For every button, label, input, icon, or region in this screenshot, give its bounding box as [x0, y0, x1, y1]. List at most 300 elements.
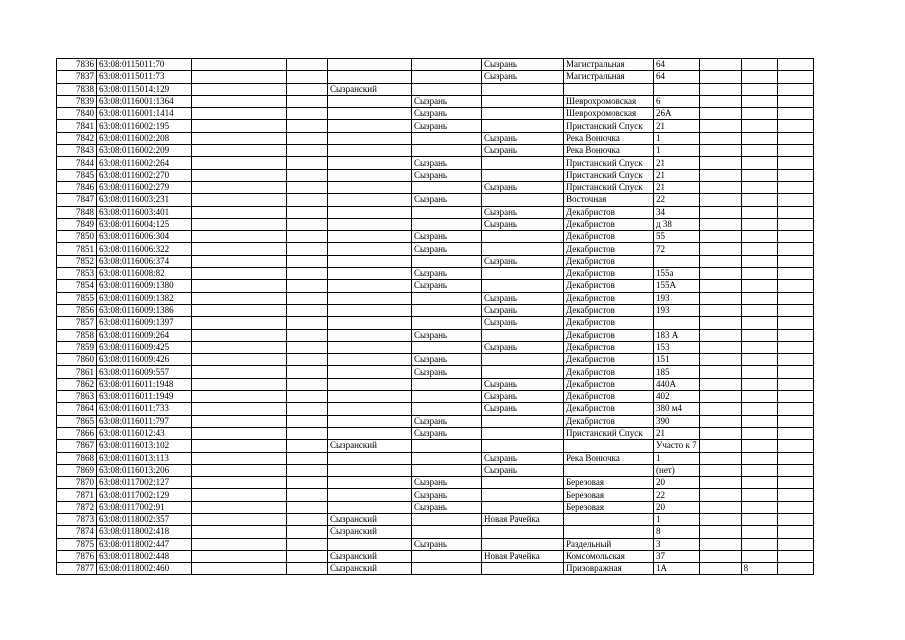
table-cell: 7843 [57, 145, 97, 157]
table-cell: 63:08:0116009:264 [97, 329, 192, 341]
table-cell [412, 526, 482, 538]
table-cell: 193 [654, 304, 700, 316]
table-cell: 7840 [57, 108, 97, 120]
table-cell: 63:08:0116012:43 [97, 427, 192, 439]
table-cell [741, 538, 777, 550]
table-cell: 21 [654, 181, 700, 193]
table-cell [412, 452, 482, 464]
table-cell [287, 120, 328, 132]
table-row [57, 169, 814, 181]
table-cell [741, 292, 777, 304]
table-cell [741, 354, 777, 366]
table-row [57, 317, 814, 329]
table-cell: Сызрань [482, 304, 564, 316]
table-cell: 7841 [57, 120, 97, 132]
table-cell: 7837 [57, 71, 97, 83]
table-cell [777, 181, 813, 193]
table-cell [287, 563, 328, 575]
table-row [57, 108, 814, 120]
table-cell [777, 440, 813, 452]
table-cell: Сызрань [412, 194, 482, 206]
table-cell [192, 317, 287, 329]
table-cell: Сызрань [412, 427, 482, 439]
table-cell [192, 526, 287, 538]
table-cell [482, 538, 564, 550]
table-cell: 1 [654, 452, 700, 464]
table-cell [741, 71, 777, 83]
table-cell: Декабристов [564, 354, 654, 366]
table-cell: Пристанский Спуск [564, 169, 654, 181]
table-cell: 63:08:0116002:195 [97, 120, 192, 132]
table-cell: Сызрань [412, 329, 482, 341]
table-cell [412, 440, 482, 452]
table-cell [741, 378, 777, 390]
table-cell [741, 280, 777, 292]
table-cell [192, 95, 287, 107]
table-cell [412, 304, 482, 316]
table-cell: 63:08:0116009:426 [97, 354, 192, 366]
table-cell [287, 132, 328, 144]
table-cell: Сызрань [412, 169, 482, 181]
table-cell: 63:08:0118002:418 [97, 526, 192, 538]
table-cell: 63:08:0116004:125 [97, 218, 192, 230]
table-cell: Река Вонючка [564, 452, 654, 464]
table-row [57, 206, 814, 218]
table-cell: 63:08:0116009:1382 [97, 292, 192, 304]
table-cell: 7850 [57, 231, 97, 243]
table-cell: 63:08:0118002:447 [97, 538, 192, 550]
table-row [57, 194, 814, 206]
table-cell [412, 341, 482, 353]
table-cell: 7839 [57, 95, 97, 107]
table-cell [412, 292, 482, 304]
table-cell: 380 м4 [654, 403, 700, 415]
table-cell: Декабристов [564, 317, 654, 329]
table-cell [777, 71, 813, 83]
table-cell [482, 95, 564, 107]
table-cell [192, 59, 287, 71]
table-cell [482, 489, 564, 501]
table-cell: 21 [654, 169, 700, 181]
table-cell: Сызрань [482, 218, 564, 230]
table-cell [328, 464, 412, 476]
table-cell [482, 280, 564, 292]
table-cell: 1 [654, 132, 700, 144]
table-cell: Сызрань [412, 268, 482, 280]
table-cell [741, 304, 777, 316]
table-cell: 63:08:0116011:797 [97, 415, 192, 427]
table-cell [777, 206, 813, 218]
table-row [57, 157, 814, 169]
table-cell: Декабристов [564, 218, 654, 230]
table-cell [777, 403, 813, 415]
table-cell [741, 341, 777, 353]
table-cell: 7855 [57, 292, 97, 304]
table-cell [654, 83, 700, 95]
table-row [57, 243, 814, 255]
table-cell [287, 83, 328, 95]
table-cell [699, 231, 741, 243]
table-cell [777, 538, 813, 550]
table-cell [287, 317, 328, 329]
table-cell: 63:08:0117002:127 [97, 477, 192, 489]
table-cell [777, 427, 813, 439]
table-cell [328, 145, 412, 157]
table-cell [287, 415, 328, 427]
table-cell: 7865 [57, 415, 97, 427]
table-cell [412, 71, 482, 83]
table-cell [777, 304, 813, 316]
table-cell [328, 329, 412, 341]
table-cell [328, 243, 412, 255]
table-cell [699, 501, 741, 513]
table-cell: Сызрань [482, 132, 564, 144]
table-cell [777, 95, 813, 107]
table-cell [777, 501, 813, 513]
table-cell: 7866 [57, 427, 97, 439]
table-cell [482, 427, 564, 439]
table-cell: 7867 [57, 440, 97, 452]
table-cell [699, 71, 741, 83]
table-cell: 7860 [57, 354, 97, 366]
table-row [57, 550, 814, 562]
table-cell: Декабристов [564, 292, 654, 304]
table-cell: Березовая [564, 501, 654, 513]
table-cell: Декабристов [564, 231, 654, 243]
table-cell: 7858 [57, 329, 97, 341]
table-cell [564, 83, 654, 95]
table-cell [328, 280, 412, 292]
table-cell [287, 145, 328, 157]
table-cell [192, 366, 287, 378]
table-cell [482, 169, 564, 181]
table-cell [777, 563, 813, 575]
table-cell: 8 [654, 526, 700, 538]
table-cell [287, 513, 328, 525]
table-cell: 185 [654, 366, 700, 378]
table-cell: Сызрань [412, 231, 482, 243]
table-cell: 63:08:0116006:374 [97, 255, 192, 267]
table-cell [699, 218, 741, 230]
table-cell [192, 563, 287, 575]
table-cell [699, 120, 741, 132]
table-cell: 63:08:0116006:304 [97, 231, 192, 243]
table-row [57, 292, 814, 304]
table-cell [192, 83, 287, 95]
table-cell [699, 415, 741, 427]
table-cell: Раздельный [564, 538, 654, 550]
table-cell [699, 59, 741, 71]
table-cell: 193 [654, 292, 700, 304]
table-cell [777, 292, 813, 304]
table-cell: 7859 [57, 341, 97, 353]
table-cell: 63:08:0116013:102 [97, 440, 192, 452]
table-cell [192, 513, 287, 525]
table-cell [192, 280, 287, 292]
table-cell [192, 292, 287, 304]
table-cell [699, 526, 741, 538]
table-cell [287, 427, 328, 439]
table-cell [328, 378, 412, 390]
table-cell [699, 329, 741, 341]
table-cell: Декабристов [564, 341, 654, 353]
table-cell: Пристанский Спуск [564, 181, 654, 193]
table-cell [482, 120, 564, 132]
table-row [57, 280, 814, 292]
table-cell: 63:08:0116009:1397 [97, 317, 192, 329]
table-cell [412, 563, 482, 575]
table-cell [412, 218, 482, 230]
table-cell [287, 501, 328, 513]
table-cell [287, 489, 328, 501]
table-cell [287, 194, 328, 206]
table-row [57, 366, 814, 378]
table-cell [741, 132, 777, 144]
table-cell [412, 206, 482, 218]
data-table [56, 58, 814, 575]
table-cell [328, 538, 412, 550]
table-cell [699, 341, 741, 353]
table-cell: Сызрань [482, 317, 564, 329]
table-cell [482, 477, 564, 489]
table-cell: 20 [654, 501, 700, 513]
table-cell: Пристанский Спуск [564, 427, 654, 439]
table-cell: 63:08:0116002:264 [97, 157, 192, 169]
table-cell [412, 59, 482, 71]
table-cell [777, 452, 813, 464]
table-cell [192, 403, 287, 415]
table-cell [564, 513, 654, 525]
table-row [57, 538, 814, 550]
table-cell: 402 [654, 391, 700, 403]
table-cell: Сызрань [412, 354, 482, 366]
table-cell [287, 329, 328, 341]
table-row [57, 427, 814, 439]
table-cell [482, 354, 564, 366]
table-cell: Декабристов [564, 378, 654, 390]
table-cell: 63:08:0115011:73 [97, 71, 192, 83]
table-cell [287, 526, 328, 538]
table-cell: Магистральная [564, 59, 654, 71]
table-cell: Шеврохромовская [564, 95, 654, 107]
table-cell [192, 304, 287, 316]
table-cell: Пристанский Спуск [564, 157, 654, 169]
table-cell [287, 550, 328, 562]
table-cell [741, 83, 777, 95]
table-cell [482, 563, 564, 575]
table-cell [328, 169, 412, 181]
table-cell [192, 354, 287, 366]
table-cell [287, 71, 328, 83]
table-cell: Декабристов [564, 268, 654, 280]
table-cell [287, 304, 328, 316]
table-cell: Сызрань [482, 145, 564, 157]
table-cell: 7873 [57, 513, 97, 525]
table-cell: Сызрань [412, 538, 482, 550]
table-cell: 440А [654, 378, 700, 390]
table-cell [287, 255, 328, 267]
table-cell [192, 341, 287, 353]
table-cell: Декабристов [564, 206, 654, 218]
table-cell: Участо к 7 [654, 440, 700, 452]
table-cell: 63:08:0116008:82 [97, 268, 192, 280]
table-cell [328, 59, 412, 71]
table-cell [699, 132, 741, 144]
table-cell: Декабристов [564, 243, 654, 255]
table-cell: 7848 [57, 206, 97, 218]
table-cell: 151 [654, 354, 700, 366]
table-cell: 7844 [57, 157, 97, 169]
table-cell [741, 329, 777, 341]
table-cell [412, 403, 482, 415]
table-row [57, 71, 814, 83]
table-cell: Сызрань [482, 378, 564, 390]
table-cell [328, 157, 412, 169]
table-cell [192, 329, 287, 341]
table-cell [287, 181, 328, 193]
table-cell: 7862 [57, 378, 97, 390]
table-cell [287, 157, 328, 169]
table-cell: 155А [654, 280, 700, 292]
table-row [57, 341, 814, 353]
table-cell [699, 243, 741, 255]
table-cell [699, 452, 741, 464]
table-cell [699, 550, 741, 562]
table-cell [699, 268, 741, 280]
table-row [57, 132, 814, 144]
table-cell: 7874 [57, 526, 97, 538]
table-cell [741, 268, 777, 280]
table-cell: 63:08:0115011:70 [97, 59, 192, 71]
table-cell: 63:08:0116002:279 [97, 181, 192, 193]
table-cell [699, 378, 741, 390]
table-cell: 7851 [57, 243, 97, 255]
table-cell [699, 354, 741, 366]
table-cell: 55 [654, 231, 700, 243]
table-cell: Сызрань [482, 255, 564, 267]
table-row [57, 120, 814, 132]
table-cell [328, 501, 412, 513]
table-cell [328, 120, 412, 132]
table-cell [192, 243, 287, 255]
table-cell: 7861 [57, 366, 97, 378]
table-cell: 7868 [57, 452, 97, 464]
table-cell [741, 108, 777, 120]
table-cell [777, 108, 813, 120]
table-cell [741, 477, 777, 489]
table-cell [699, 477, 741, 489]
table-cell [482, 243, 564, 255]
table-row [57, 268, 814, 280]
table-cell: Сызрань [482, 464, 564, 476]
table-cell [741, 145, 777, 157]
table-row [57, 513, 814, 525]
table-cell: 1 [654, 513, 700, 525]
table-cell [777, 378, 813, 390]
table-cell [287, 206, 328, 218]
table-cell: 64 [654, 59, 700, 71]
table-cell [699, 181, 741, 193]
table-cell [482, 415, 564, 427]
table-cell: 63:08:0116009:1386 [97, 304, 192, 316]
table-cell [777, 464, 813, 476]
table-cell [192, 452, 287, 464]
table-cell [777, 526, 813, 538]
table-cell [328, 181, 412, 193]
table-cell: 63:08:0116013:113 [97, 452, 192, 464]
table-row [57, 452, 814, 464]
table-cell: 7864 [57, 403, 97, 415]
table-cell [741, 513, 777, 525]
table-cell [699, 255, 741, 267]
table-cell: 63:08:0115014:129 [97, 83, 192, 95]
table-cell: Декабристов [564, 280, 654, 292]
table-cell [192, 464, 287, 476]
table-row [57, 354, 814, 366]
table-cell [287, 452, 328, 464]
table-cell [192, 206, 287, 218]
table-cell: 7854 [57, 280, 97, 292]
table-cell: 22 [654, 194, 700, 206]
table-cell: Восточная [564, 194, 654, 206]
table-cell [741, 194, 777, 206]
table-cell [699, 403, 741, 415]
table-cell [192, 145, 287, 157]
table-cell [699, 280, 741, 292]
table-cell [699, 464, 741, 476]
table-cell [192, 181, 287, 193]
table-cell [741, 526, 777, 538]
table-cell: Сызрань [482, 452, 564, 464]
table-cell: 7875 [57, 538, 97, 550]
table-cell [328, 427, 412, 439]
table-cell: Декабристов [564, 329, 654, 341]
table-cell: 390 [654, 415, 700, 427]
table-cell: 7845 [57, 169, 97, 181]
table-cell [412, 378, 482, 390]
table-cell [287, 243, 328, 255]
table-cell: 63:08:0118002:448 [97, 550, 192, 562]
table-cell [328, 415, 412, 427]
table-cell [777, 59, 813, 71]
table-cell [777, 329, 813, 341]
table-cell [777, 391, 813, 403]
table-cell [412, 391, 482, 403]
table-cell [482, 501, 564, 513]
table-cell: Сызрань [482, 59, 564, 71]
table-cell: Березовая [564, 489, 654, 501]
table-cell: Декабристов [564, 255, 654, 267]
table-cell [699, 95, 741, 107]
table-cell [741, 59, 777, 71]
table-cell: Река Вонючка [564, 145, 654, 157]
table-cell [741, 440, 777, 452]
table-cell [699, 366, 741, 378]
table-cell: Сызрань [412, 243, 482, 255]
table-cell [287, 218, 328, 230]
table-cell [412, 317, 482, 329]
table-cell: 26А [654, 108, 700, 120]
table-cell: Комсомольская [564, 550, 654, 562]
table-cell [412, 132, 482, 144]
table-cell: Сызрань [412, 95, 482, 107]
table-cell [192, 440, 287, 452]
table-cell [328, 292, 412, 304]
table-cell [564, 464, 654, 476]
table-cell [412, 464, 482, 476]
table-cell: 63:08:0116002:270 [97, 169, 192, 181]
table-cell [777, 145, 813, 157]
